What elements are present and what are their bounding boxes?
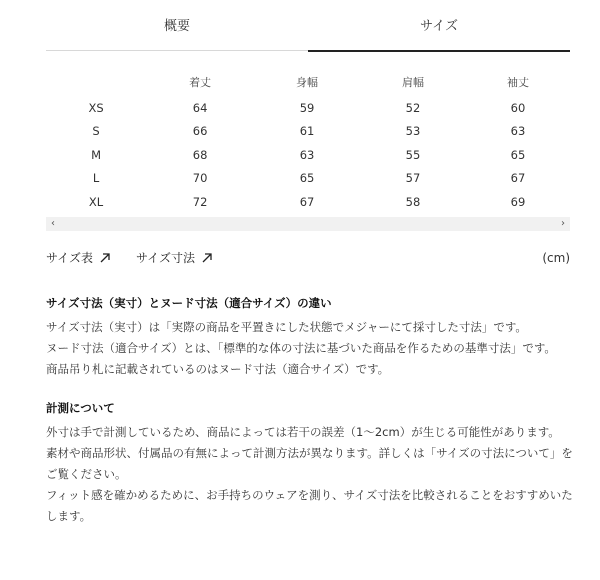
table-cell: 52: [405, 100, 421, 115]
size-label: S: [92, 124, 100, 139]
size-label: XL: [88, 194, 104, 209]
size-links-row: [46, 249, 570, 269]
table-row: [46, 143, 570, 167]
table-cell: 55: [405, 147, 421, 162]
notes-heading-difference: サイズ寸法（実寸）とヌード寸法（適合サイズ）の違い: [46, 296, 332, 310]
spacer: [46, 380, 574, 398]
size-notes: [46, 293, 574, 527]
notes-heading-measurement: 計測について: [46, 401, 115, 415]
size-measure-link-label: サイズ寸法: [136, 251, 196, 265]
table-cell: 66: [192, 124, 208, 139]
size-measure-link[interactable]: [136, 249, 213, 266]
size-label: L: [92, 171, 100, 186]
table-cell: 65: [510, 147, 526, 162]
scroll-left-icon[interactable]: ‹: [51, 218, 55, 229]
table-cell: 53: [405, 124, 421, 139]
table-row: [46, 96, 570, 120]
table-cell: 63: [510, 124, 526, 139]
size-chart-link[interactable]: [46, 249, 111, 266]
column-header: 身幅: [296, 76, 319, 89]
table-cell: 68: [192, 147, 208, 162]
horizontal-scrollbar[interactable]: [46, 217, 570, 231]
table-cell: 72: [192, 194, 208, 209]
column-header: 袖丈: [506, 76, 529, 89]
tab-bar: [46, 0, 570, 51]
table-cell: 59: [299, 100, 315, 115]
table-header-row: [46, 68, 570, 96]
table-cell: 63: [299, 147, 315, 162]
table-row: [46, 120, 570, 144]
table-cell: 57: [405, 171, 421, 186]
table-row: [46, 167, 570, 191]
table-cell: 60: [510, 100, 526, 115]
size-table: [46, 68, 570, 214]
table-cell: 69: [510, 194, 526, 209]
unit-label: (cm): [542, 251, 570, 265]
table-cell: 70: [192, 171, 208, 186]
notes-text: 商品吊り札に記載されているのはヌード寸法（適合サイズ）です。: [46, 362, 390, 376]
table-cell: 61: [299, 124, 315, 139]
external-arrow-icon: [201, 252, 213, 264]
notes-text: 素材や商品形状、付属品の有無によって計測方法が異なります。詳しくは「サイズの寸法について」をご覧ください。: [46, 446, 573, 481]
table-cell: 67: [510, 171, 526, 186]
external-arrow-icon: [99, 252, 111, 264]
column-header: 着丈: [189, 76, 212, 89]
notes-text: 外寸は手で計測しているため、商品によっては若干の誤差（1〜2cm）が生じる可能性があります。: [46, 425, 560, 439]
notes-text: サイズ寸法（実寸）は「実際の商品を平置きにした状態でメジャーにて採寸した寸法」です。: [46, 320, 527, 334]
column-header: [46, 68, 146, 96]
column-header: 肩幅: [401, 76, 424, 89]
table-cell: 64: [192, 100, 208, 115]
table-cell: 58: [405, 194, 421, 209]
scroll-right-icon[interactable]: ›: [561, 218, 565, 229]
notes-text: フィット感を確かめるために、お手持ちのウェアを測り、サイズ寸法を比較されることをおすすめいたします。: [46, 488, 573, 523]
table-cell: 65: [299, 171, 315, 186]
tab-overview[interactable]: 概要: [163, 19, 190, 34]
tab-size[interactable]: サイズ: [308, 0, 570, 50]
size-label: XS: [88, 100, 104, 115]
size-label: M: [91, 147, 102, 162]
notes-text: ヌード寸法（適合サイズ）とは、「標準的な体の寸法に基づいた商品を作るための基準寸法」です。: [46, 341, 556, 355]
table-cell: 67: [299, 194, 315, 209]
table-row: [46, 190, 570, 214]
size-chart-link-label: サイズ表: [46, 251, 94, 265]
